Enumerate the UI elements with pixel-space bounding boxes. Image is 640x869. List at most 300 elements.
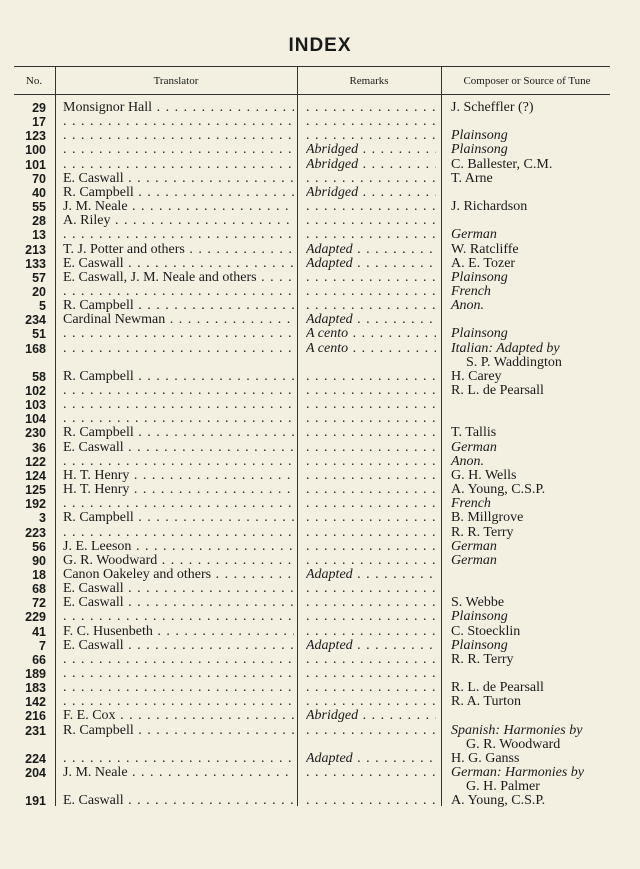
translator-text: E. Caswall, J. M. Neale and others: [63, 270, 257, 285]
remarks-cell: [306, 441, 436, 455]
remarks-cell: [306, 257, 436, 271]
composer-text: R. R. Terry: [451, 524, 514, 540]
composer-text: French: [451, 283, 491, 299]
table-row: [0, 540, 640, 554]
translator-cell: [63, 568, 294, 582]
translator-text: J. M. Neale: [63, 766, 128, 781]
table-row: [0, 511, 640, 525]
composer-cell: [451, 540, 611, 554]
composer-cell: [451, 766, 611, 780]
remarks-cell: [306, 200, 436, 214]
remarks-cell: [306, 299, 436, 313]
composer-cell: [451, 610, 611, 624]
composer-cell: [451, 228, 611, 242]
table-row: [0, 610, 640, 624]
table-top-rule: [14, 66, 610, 67]
remarks-cell: [306, 412, 436, 426]
translator-cell: [63, 243, 294, 257]
translator-text: E. Caswall: [63, 638, 124, 653]
hymn-number: 231: [25, 723, 46, 738]
composer-continuation: G. R. Woodward: [466, 736, 561, 752]
translator-cell: [63, 327, 294, 341]
table-row: [0, 469, 640, 483]
remarks-cell: [306, 653, 436, 667]
hymn-number: 102: [25, 384, 46, 398]
header-composer: Composer or Source of Tune: [463, 75, 591, 87]
remarks-text: Adapted: [306, 751, 353, 766]
remarks-cell: [306, 455, 436, 469]
translator-cell: [63, 709, 294, 723]
remarks-cell: [306, 554, 436, 568]
hymn-number: 55: [32, 200, 46, 215]
translator-text: A. Riley: [63, 214, 111, 229]
table-row: [0, 695, 640, 709]
hymn-number: 213: [25, 242, 46, 257]
hymn-number: 124: [25, 468, 46, 483]
composer-cell: [451, 639, 611, 653]
translator-text: E. Caswall: [63, 794, 124, 809]
hymn-number: 223: [25, 525, 46, 540]
table-row: [0, 172, 640, 186]
composer-cell: [451, 243, 611, 257]
remarks-cell: [306, 285, 436, 299]
translator-cell: [63, 172, 294, 186]
composer-text: Anon.: [451, 298, 485, 314]
translator-cell: [63, 129, 294, 143]
hymn-number: 57: [32, 270, 46, 285]
translator-cell: [63, 610, 294, 624]
translator-cell: [63, 625, 294, 639]
composer-cell: [451, 257, 611, 271]
composer-cell: [451, 554, 611, 568]
table-row: [0, 214, 640, 228]
translator-cell: [63, 540, 294, 554]
table-row: [0, 709, 640, 723]
translator-text: R. Campbell: [63, 299, 134, 314]
remarks-cell: [306, 639, 436, 653]
translator-text: G. R. Woodward: [63, 553, 158, 568]
page-title: INDEX: [288, 35, 352, 56]
translator-cell: [63, 313, 294, 327]
hymn-number: 5: [39, 299, 46, 314]
composer-text: T. Arne: [451, 170, 493, 186]
remarks-cell: [306, 129, 436, 143]
composer-cell: [451, 469, 611, 483]
translator-cell: [63, 158, 294, 172]
remarks-text: A cento: [306, 341, 349, 356]
composer-cell: [451, 724, 611, 738]
remarks-cell: [306, 540, 436, 554]
remarks-text: Abridged: [306, 709, 359, 724]
composer-text: A. Young, C.S.P.: [451, 482, 546, 498]
composer-cell: [451, 327, 611, 341]
composer-cell: [451, 695, 611, 709]
table-row: [0, 370, 640, 384]
table-row: [0, 384, 640, 398]
table-row: [0, 200, 640, 214]
hymn-number: 234: [25, 313, 46, 328]
composer-text: R. L. de Pearsall: [451, 680, 544, 696]
table-row: [0, 342, 640, 356]
hymn-number: 224: [25, 751, 46, 766]
table-row: [0, 582, 640, 596]
composer-text: B. Millgrove: [451, 510, 524, 526]
composer-cell: [451, 299, 611, 313]
hymn-number: 66: [32, 652, 46, 667]
translator-cell: [63, 681, 294, 695]
composer-cell: [451, 752, 611, 766]
composer-cell: [451, 200, 611, 214]
table-row: [0, 285, 640, 299]
composer-cell: [451, 129, 611, 143]
translator-text: E. Caswall: [63, 171, 124, 186]
remarks-cell: [306, 342, 436, 356]
hymn-number: 191: [25, 794, 46, 809]
remarks-cell: [306, 568, 436, 582]
translator-cell: [63, 469, 294, 483]
translator-cell: [63, 526, 294, 540]
table-row: [0, 228, 640, 242]
table-row: [0, 483, 640, 497]
composer-cell: [451, 596, 611, 610]
composer-cell: [451, 172, 611, 186]
composer-text: Spanish: Harmonies by: [451, 722, 583, 738]
header-translator: Translator: [153, 75, 199, 87]
translator-text: J. M. Neale: [63, 200, 128, 215]
hymn-number: 103: [25, 398, 46, 413]
remarks-cell: [306, 214, 436, 228]
hymn-number: 104: [25, 412, 46, 427]
remarks-cell: [306, 426, 436, 440]
remarks-text: Abridged: [306, 185, 359, 200]
hymn-number: 183: [25, 681, 46, 696]
composer-text: Plainsong: [451, 637, 508, 653]
table-row: [0, 554, 640, 568]
remarks-text: A cento: [306, 327, 349, 342]
hymn-number: 168: [25, 341, 46, 356]
composer-cell: [451, 342, 611, 356]
translator-text: F. E. Cox: [63, 709, 116, 724]
remarks-cell: [306, 384, 436, 398]
composer-cell: [451, 526, 611, 540]
composer-text: G. H. Wells: [451, 467, 517, 483]
composer-text: Plainsong: [451, 128, 508, 144]
remarks-cell: [306, 327, 436, 341]
hymn-number: 72: [32, 596, 46, 611]
hymn-number: 29: [32, 101, 46, 115]
translator-cell: [63, 596, 294, 610]
translator-text: Canon Oakeley and others: [63, 567, 212, 582]
composer-cell: [451, 625, 611, 639]
translator-cell: [63, 101, 294, 115]
hymn-number: 204: [25, 766, 46, 781]
table-row: [0, 639, 640, 653]
composer-cell: [451, 681, 611, 695]
translator-cell: [63, 455, 294, 469]
table-row: [0, 186, 640, 200]
composer-text: Italian: Adapted by: [451, 340, 560, 356]
remarks-cell: [306, 313, 436, 327]
table-row: [0, 794, 640, 808]
composer-cell: [451, 101, 611, 115]
hymn-number: 51: [32, 327, 46, 342]
header-remarks: Remarks: [349, 75, 389, 87]
translator-cell: [63, 214, 294, 228]
remarks-cell: [306, 794, 436, 808]
translator-text: T. J. Potter and others: [63, 242, 185, 257]
remarks-cell: [306, 610, 436, 624]
remarks-cell: [306, 158, 436, 172]
hymn-number: 56: [32, 539, 46, 554]
remarks-cell: [306, 596, 436, 610]
translator-text: R. Campbell: [63, 369, 134, 384]
table-row: [0, 158, 640, 172]
translator-cell: [63, 766, 294, 780]
hymn-number: 189: [25, 667, 46, 681]
remarks-cell: [306, 625, 436, 639]
remarks-cell: [306, 667, 436, 681]
table-row: [0, 653, 640, 667]
table-row: [0, 143, 640, 157]
hymn-number: 133: [25, 256, 46, 271]
remarks-cell: [306, 582, 436, 596]
hymn-number: 17: [32, 115, 46, 130]
composer-text: A. Young, C.S.P.: [451, 793, 546, 809]
table-row: [0, 101, 640, 115]
translator-cell: [63, 299, 294, 313]
hymn-number: 13: [32, 228, 46, 243]
remarks-cell: [306, 695, 436, 709]
remarks-cell: [306, 483, 436, 497]
table-row: [0, 681, 640, 695]
remarks-cell: [306, 143, 436, 157]
translator-cell: [63, 115, 294, 129]
remarks-cell: [306, 526, 436, 540]
hymn-number: 100: [25, 143, 46, 158]
hymn-number: 125: [25, 483, 46, 498]
hymn-number: 58: [32, 369, 46, 384]
remarks-cell: [306, 172, 436, 186]
translator-cell: [63, 441, 294, 455]
composer-cell: [451, 455, 611, 469]
remarks-cell: [306, 186, 436, 200]
table-row: [0, 299, 640, 313]
translator-cell: [63, 667, 294, 681]
composer-cell: [451, 158, 611, 172]
table-row: [0, 667, 640, 681]
translator-cell: [63, 285, 294, 299]
translator-cell: [63, 200, 294, 214]
table-row: [0, 526, 640, 540]
composer-text: C. Ballester, C.M.: [451, 156, 553, 172]
translator-text: R. Campbell: [63, 185, 134, 200]
translator-text: E. Caswall: [63, 582, 124, 597]
table-row: [0, 455, 640, 469]
composer-cell: [451, 511, 611, 525]
composer-text: Anon.: [451, 453, 485, 469]
composer-text: C. Stoecklin: [451, 623, 521, 639]
composer-text: Plainsong: [451, 142, 508, 158]
remarks-cell: [306, 469, 436, 483]
table-row: [0, 129, 640, 143]
translator-text: E. Caswall: [63, 256, 124, 271]
remarks-cell: [306, 370, 436, 384]
translator-cell: [63, 398, 294, 412]
table-row: [0, 398, 640, 412]
remarks-text: Adapted: [306, 638, 353, 653]
table-row: [0, 766, 640, 780]
translator-cell: [63, 271, 294, 285]
translator-cell: [63, 752, 294, 766]
translator-cell: [63, 724, 294, 738]
translator-cell: [63, 426, 294, 440]
translator-text: Monsignor Hall: [63, 101, 153, 115]
composer-text: J. Richardson: [451, 199, 528, 215]
composer-cell: [451, 794, 611, 808]
remarks-text: Abridged: [306, 143, 359, 158]
translator-text: R. Campbell: [63, 426, 134, 441]
translator-text: H. T. Henry: [63, 468, 130, 483]
translator-cell: [63, 143, 294, 157]
hymn-number: 40: [32, 185, 46, 200]
remarks-cell: [306, 709, 436, 723]
composer-text: A. E. Tozer: [451, 255, 516, 271]
table-row-continuation: [0, 738, 640, 752]
remarks-text: Adapted: [306, 567, 353, 582]
composer-text: German: [451, 538, 497, 554]
remarks-cell: [306, 115, 436, 129]
remarks-cell: [306, 511, 436, 525]
table-row-continuation: [0, 780, 640, 794]
table-row: [0, 724, 640, 738]
table-row: [0, 596, 640, 610]
hymn-number: 7: [39, 638, 46, 653]
translator-cell: [63, 483, 294, 497]
composer-continuation: S. P. Waddington: [466, 354, 562, 370]
composer-cell: [451, 441, 611, 455]
hymn-number: 28: [32, 214, 46, 229]
translator-cell: [63, 497, 294, 511]
translator-text: R. Campbell: [63, 511, 134, 526]
remarks-text: Adapted: [306, 256, 353, 271]
translator-cell: [63, 370, 294, 384]
header-no: No.: [25, 75, 43, 87]
composer-text: French: [451, 496, 491, 512]
composer-cell: [451, 384, 611, 398]
composer-text: Plainsong: [451, 326, 508, 342]
composer-text: T. Tallis: [451, 425, 497, 441]
hymn-number: 90: [32, 553, 46, 568]
hymn-number: 3: [39, 511, 46, 526]
hymn-number: 123: [25, 129, 46, 144]
remarks-cell: [306, 497, 436, 511]
hymn-number: 18: [32, 567, 46, 582]
table-row: [0, 243, 640, 257]
table-row: [0, 271, 640, 285]
remarks-cell: [306, 101, 436, 115]
table-row-continuation: [0, 356, 640, 370]
hymn-number: 70: [32, 171, 46, 186]
hymn-number: 229: [25, 610, 46, 625]
composer-cell: [451, 483, 611, 497]
translator-cell: [63, 582, 294, 596]
remarks-cell: [306, 752, 436, 766]
translator-text: E. Caswall: [63, 440, 124, 455]
composer-cell: [451, 285, 611, 299]
translator-cell: [63, 384, 294, 398]
translator-cell: [63, 511, 294, 525]
remarks-text: Abridged: [306, 157, 359, 172]
translator-text: H. T. Henry: [63, 483, 130, 498]
composer-text: S. Webbe: [451, 595, 505, 611]
translator-text: F. C. Husenbeth: [63, 624, 153, 639]
translator-cell: [63, 653, 294, 667]
translator-text: R. Campbell: [63, 723, 134, 738]
table-row: [0, 426, 640, 440]
composer-text: H. G. Ganss: [451, 750, 520, 766]
remarks-cell: [306, 681, 436, 695]
composer-text: R. R. Terry: [451, 651, 514, 667]
composer-text: R. A. Turton: [451, 694, 522, 710]
composer-text: Plainsong: [451, 609, 508, 625]
hymn-number: 192: [25, 497, 46, 512]
translator-cell: [63, 794, 294, 808]
hymn-number: 20: [32, 284, 46, 299]
translator-text: J. E. Leeson: [63, 539, 132, 554]
translator-text: Cardinal Newman: [63, 313, 166, 328]
translator-cell: [63, 412, 294, 426]
remarks-text: Adapted: [306, 242, 353, 257]
composer-text: German: [451, 552, 497, 568]
remarks-cell: [306, 766, 436, 780]
composer-cell: [451, 653, 611, 667]
hymn-number: 122: [25, 454, 46, 469]
table-row: [0, 441, 640, 455]
translator-cell: [63, 342, 294, 356]
composer-text: W. Ratcliffe: [451, 241, 519, 257]
table-row: [0, 625, 640, 639]
hymn-number: 68: [32, 582, 46, 597]
hymn-number: 230: [25, 426, 46, 441]
translator-cell: [63, 695, 294, 709]
composer-text: German: [451, 439, 497, 455]
composer-text: R. L. de Pearsall: [451, 383, 544, 398]
composer-cell: [451, 426, 611, 440]
composer-text: J. Scheffler (?): [451, 100, 534, 115]
table-row: [0, 568, 640, 582]
translator-cell: [63, 186, 294, 200]
translator-text: E. Caswall: [63, 596, 124, 611]
composer-text: German: [451, 227, 497, 243]
table-row: [0, 257, 640, 271]
header-bottom-rule: [14, 94, 610, 95]
translator-cell: [63, 639, 294, 653]
composer-cell: [451, 370, 611, 384]
composer-text: H. Carey: [451, 368, 502, 384]
hymn-number: 142: [25, 695, 46, 710]
translator-cell: [63, 554, 294, 568]
table-row: [0, 327, 640, 341]
table-row: [0, 752, 640, 766]
composer-cell: [451, 143, 611, 157]
table-row: [0, 115, 640, 129]
hymn-number: 101: [25, 157, 46, 172]
table-row: [0, 313, 640, 327]
remarks-cell: [306, 243, 436, 257]
composer-cell: [451, 497, 611, 511]
composer-text: Plainsong: [451, 269, 508, 285]
translator-cell: [63, 228, 294, 242]
